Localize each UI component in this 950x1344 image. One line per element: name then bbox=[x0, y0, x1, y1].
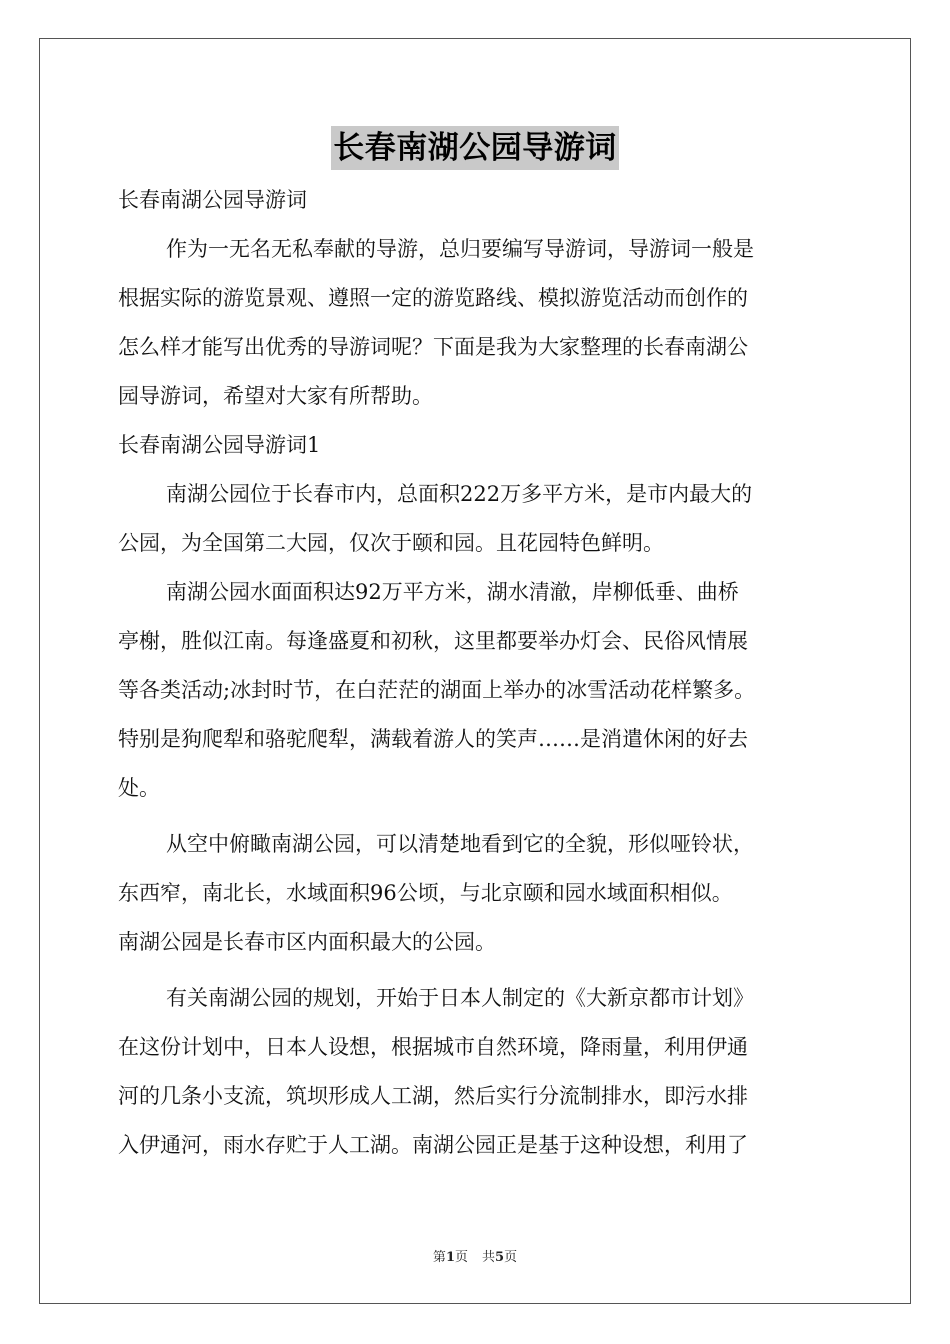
document-title: 长春南湖公园导游词 bbox=[331, 126, 619, 170]
page-suffix: 页 bbox=[454, 1250, 468, 1265]
paragraph-4 bbox=[118, 974, 838, 1170]
total-suffix: 页 bbox=[504, 1250, 518, 1265]
paragraph-line: 亭榭，胜似江南。每逢盛夏和初秋，这里都要举办灯会、民俗风情展 bbox=[118, 629, 748, 653]
paragraph-1 bbox=[118, 470, 838, 568]
paragraph-line: 在这份计划中，日本人设想，根据城市自然环境，降雨量，利用伊通 bbox=[118, 1035, 748, 1059]
page-prefix: 第 bbox=[432, 1250, 446, 1265]
paragraph-gap bbox=[118, 813, 838, 820]
paragraph-line: 根据实际的游览景观、遵照一定的游览路线、模拟游览活动而创作的 bbox=[118, 286, 748, 310]
paragraph-line: 公园，为全国第二大园，仅次于颐和园。且花园特色鲜明。 bbox=[118, 531, 664, 555]
paragraph-line: 河的几条小支流，筑坝形成人工湖，然后实行分流制排水，即污水排 bbox=[118, 1084, 748, 1108]
title-container bbox=[0, 126, 950, 170]
paragraph-line: 怎么样才能写出优秀的导游词呢？下面是我为大家整理的长春南湖公 bbox=[118, 335, 748, 359]
paragraph-line: 特别是狗爬犁和骆驼爬犁，满载着游人的笑声……是消遣休闲的好去 bbox=[118, 727, 748, 751]
paragraph-2 bbox=[118, 568, 838, 813]
page-number: 1 bbox=[445, 1250, 455, 1265]
paragraph-line: 从空中俯瞰南湖公园，可以清楚地看到它的全貌，形似哑铃状， bbox=[166, 832, 754, 856]
section-heading: 长春南湖公园导游词1 bbox=[118, 433, 321, 457]
total-prefix: 共 bbox=[482, 1250, 496, 1265]
paragraph-line: 有关南湖公园的规划，开始于日本人制定的《大新京都市计划》 bbox=[166, 986, 754, 1010]
paragraph-line: 南湖公园水面面积达92万平方米，湖水清澈，岸柳低垂、曲桥 bbox=[166, 580, 739, 604]
paragraph-line: 入伊通河，雨水存贮于人工湖。南湖公园正是基于这种设想，利用了 bbox=[118, 1133, 748, 1157]
page-footer bbox=[0, 1246, 950, 1265]
paragraph-gap bbox=[118, 967, 838, 974]
paragraph-3 bbox=[118, 820, 838, 967]
paragraph-line: 处。 bbox=[118, 776, 160, 800]
paragraph-line: 南湖公园位于长春市内，总面积222万多平方米，是市内最大的 bbox=[166, 482, 753, 506]
document-subtitle: 长春南湖公园导游词 bbox=[118, 188, 307, 212]
paragraph-line: 园导游词，希望对大家有所帮助。 bbox=[118, 384, 433, 408]
paragraph-line: 南湖公园是长春市区内面积最大的公园。 bbox=[118, 930, 496, 954]
paragraph-line: 作为一无名无私奉献的导游，总归要编写导游词，导游词一般是 bbox=[166, 237, 754, 261]
intro-paragraph bbox=[118, 225, 838, 421]
total-pages: 5 bbox=[495, 1250, 505, 1265]
paragraph-line: 等各类活动;冰封时节，在白茫茫的湖面上举办的冰雪活动花样繁多。 bbox=[118, 678, 756, 702]
document-body bbox=[118, 176, 838, 1170]
paragraph-line: 东西窄，南北长，水域面积96公顷，与北京颐和园水域面积相似。 bbox=[118, 881, 733, 905]
